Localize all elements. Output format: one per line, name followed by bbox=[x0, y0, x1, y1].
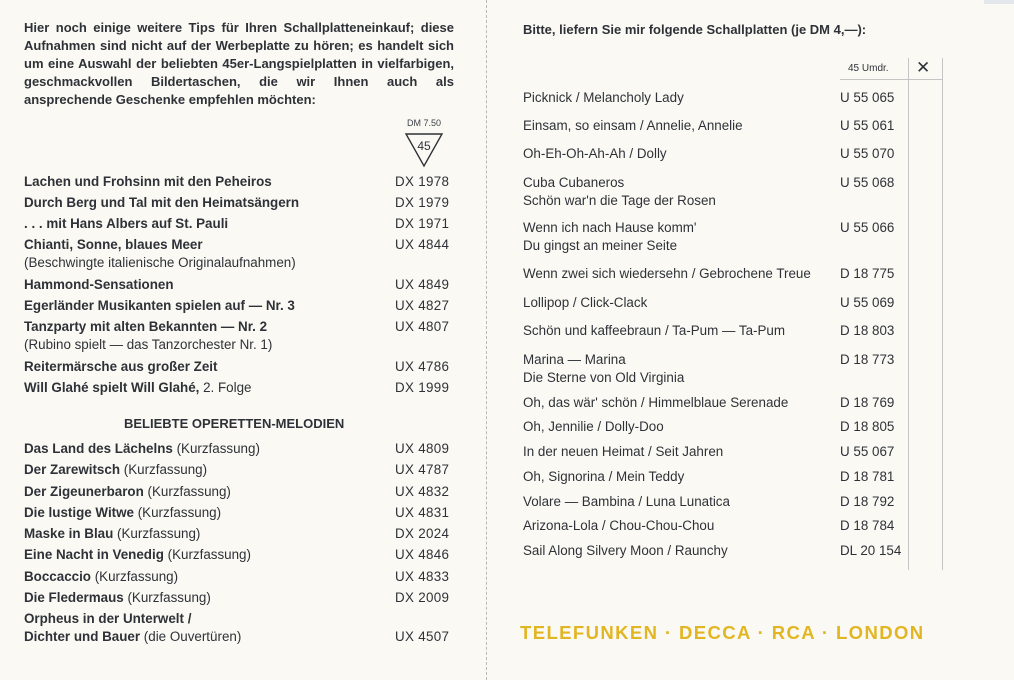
single-subtitle: Die Sterne von Old Virginia bbox=[523, 370, 685, 385]
single-code: D 18 792 bbox=[840, 494, 895, 509]
operetta-title bbox=[24, 611, 191, 626]
operetta-line2-suffix: (die Ouvertüren) bbox=[140, 629, 242, 644]
record-suffix: 2. Folge bbox=[199, 380, 252, 395]
fold-line bbox=[486, 0, 487, 680]
single-title: Lollipop / Click-Clack bbox=[523, 295, 648, 310]
record-title-text: Durch Berg und Tal mit den Heimatsängern bbox=[24, 195, 300, 210]
record-title bbox=[24, 237, 203, 252]
single-title: Oh, Signorina / Mein Teddy bbox=[523, 469, 685, 484]
single-code: D 18 781 bbox=[840, 469, 895, 484]
operetta-title-text: Der Zigeunerbaron bbox=[24, 484, 144, 499]
operetta-suffix: (Kurzfassung) bbox=[143, 484, 231, 499]
record-title bbox=[24, 195, 299, 210]
single-title: Wenn zwei sich wiedersehn / Gebrochene Treue bbox=[523, 266, 811, 281]
single-title: Oh-Eh-Oh-Ah-Ah / Dolly bbox=[523, 146, 667, 161]
order-heading: Bitte, liefern Sie mir folgende Schallplatten (je DM 4,—): bbox=[523, 22, 867, 37]
operetta-title-text: Die Fledermaus bbox=[24, 590, 124, 605]
record-title-text: Hammond-Sensationen bbox=[24, 277, 174, 292]
operetta-code: UX 4507 bbox=[395, 629, 450, 644]
single-subtitle: Du gingst an meiner Seite bbox=[523, 238, 678, 253]
order-grid-line bbox=[840, 79, 942, 80]
single-title: Oh, Jennilie / Dolly-Doo bbox=[523, 419, 664, 434]
record-code: UX 4786 bbox=[395, 359, 450, 374]
operetta-code: DX 2009 bbox=[395, 590, 450, 605]
operetta-title-text: Die lustige Witwe bbox=[24, 505, 134, 520]
record-code: UX 4844 bbox=[395, 237, 450, 252]
column-header-umdr: 45 Umdr. bbox=[848, 63, 889, 74]
operetta-title-text: Der Zarewitsch bbox=[24, 462, 121, 477]
brand-line: TELEFUNKEN · DECCA · RCA · LONDON bbox=[520, 622, 925, 643]
operetta-title-text: Eine Nacht in Venedig bbox=[24, 547, 164, 562]
record-code: UX 4849 bbox=[395, 277, 450, 292]
operetta-line2-title: Dichter und Bauer bbox=[24, 629, 141, 644]
operetta-code: UX 4846 bbox=[395, 547, 450, 562]
operetta-title-text: Orpheus in der Unterwelt / bbox=[24, 611, 192, 626]
record-title bbox=[24, 298, 295, 313]
order-grid-line bbox=[908, 58, 909, 570]
operetta-heading: BELIEBTE OPERETTEN-MELODIEN bbox=[124, 416, 345, 431]
intro-text: Hier noch einige weitere Tips für Ihren Schallplatteneinkauf; diese Aufnahmen sind nicht auf der Werbeplatte zu hören; es handelt sich um eine Auswahl der beliebten 45er-Langspielplatten in vielfarbigen, geschmackvollen Bildertaschen, die wir Ihnen auch als ansprechende Geschenke empfehlen möchten: bbox=[24, 20, 454, 107]
single-title: Schön und kaffeebraun / Ta-Pum — Ta-Pum bbox=[523, 323, 786, 338]
operetta-suffix: (Kurzfassung) bbox=[163, 547, 251, 562]
single-title: Marina — Marina bbox=[523, 352, 626, 367]
operetta-title-text: Boccaccio bbox=[24, 569, 91, 584]
record-title bbox=[24, 277, 174, 292]
operetta-suffix: (Kurzfassung) bbox=[120, 462, 208, 477]
single-title: Oh, das wär' schön / Himmelblaue Serenade bbox=[523, 395, 789, 410]
record-title bbox=[24, 216, 228, 231]
record-title-text: . . . mit Hans Albers auf St. Pauli bbox=[24, 216, 229, 231]
single-title: Einsam, so einsam / Annelie, Annelie bbox=[523, 118, 743, 133]
single-code: D 18 773 bbox=[840, 352, 895, 367]
record-title bbox=[24, 174, 272, 189]
operetta-code: UX 4787 bbox=[395, 462, 450, 477]
single-code: U 55 070 bbox=[840, 146, 895, 161]
operetta-suffix: (Kurzfassung) bbox=[123, 590, 211, 605]
single-code: U 55 066 bbox=[840, 220, 895, 235]
record-title-text: Lachen und Frohsinn mit den Peheiros bbox=[24, 174, 272, 189]
operetta-title bbox=[24, 590, 211, 605]
single-code: D 18 769 bbox=[840, 395, 895, 410]
single-code: U 55 061 bbox=[840, 118, 895, 133]
record-title-text: Chianti, Sonne, blaues Meer bbox=[24, 237, 203, 252]
single-code: DL 20 154 bbox=[840, 543, 902, 558]
operetta-suffix: (Kurzfassung) bbox=[113, 526, 201, 541]
record-title-text: Reitermärsche aus großer Zeit bbox=[24, 359, 218, 374]
single-code: D 18 784 bbox=[840, 518, 895, 533]
45-rpm-badge-icon bbox=[404, 132, 444, 168]
operetta-code: DX 2024 bbox=[395, 526, 450, 541]
operetta-line2 bbox=[24, 629, 241, 644]
record-code: DX 1971 bbox=[395, 216, 450, 231]
operetta-code: UX 4833 bbox=[395, 569, 450, 584]
operetta-title-text: Das Land des Lächelns bbox=[24, 441, 173, 456]
record-code: DX 1978 bbox=[395, 174, 450, 189]
operetta-title bbox=[24, 569, 178, 584]
single-code: U 55 068 bbox=[840, 175, 895, 190]
single-code: U 55 065 bbox=[840, 90, 895, 105]
operetta-title bbox=[24, 526, 200, 541]
record-title bbox=[24, 380, 251, 395]
record-title-text: Egerländer Musikanten spielen auf — Nr. 3 bbox=[24, 298, 295, 313]
badge-text: 45 bbox=[417, 139, 431, 153]
single-title: Arizona-Lola / Chou-Chou-Chou bbox=[523, 518, 715, 533]
single-title: In der neuen Heimat / Seit Jahren bbox=[523, 444, 724, 459]
order-grid-line bbox=[942, 58, 943, 570]
record-note: (Rubino spielt — das Tanzorchester Nr. 1) bbox=[24, 337, 273, 352]
record-title-text: Tanzparty mit alten Bekannten — Nr. 2 bbox=[24, 319, 268, 334]
operetta-title-text: Maske in Blau bbox=[24, 526, 114, 541]
operetta-title bbox=[24, 547, 251, 562]
operetta-title bbox=[24, 484, 231, 499]
price-label: DM 7.50 bbox=[406, 118, 441, 128]
record-code: DX 1999 bbox=[395, 380, 450, 395]
single-title: Volare — Bambina / Luna Lunatica bbox=[523, 494, 730, 509]
operetta-suffix: (Kurzfassung) bbox=[172, 441, 260, 456]
operetta-title bbox=[24, 462, 207, 477]
single-title: Cuba Cubaneros bbox=[523, 175, 625, 190]
single-title: Picknick / Melancholy Lady bbox=[523, 90, 684, 105]
column-header-mark: ✕ bbox=[916, 58, 931, 77]
operetta-code: UX 4832 bbox=[395, 484, 450, 499]
single-title: Sail Along Silvery Moon / Raunchy bbox=[523, 543, 728, 558]
operetta-code: UX 4809 bbox=[395, 441, 450, 456]
single-title: Wenn ich nach Hause komm' bbox=[523, 220, 697, 235]
single-code: D 18 803 bbox=[840, 323, 895, 338]
operetta-code: UX 4831 bbox=[395, 505, 450, 520]
single-code: U 55 067 bbox=[840, 444, 895, 459]
single-code: U 55 069 bbox=[840, 295, 895, 310]
record-note: (Beschwingte italienische Originalaufnahmen) bbox=[24, 255, 296, 270]
operetta-suffix: (Kurzfassung) bbox=[91, 569, 179, 584]
operetta-title bbox=[24, 505, 221, 520]
single-code: D 18 775 bbox=[840, 266, 895, 281]
record-title-text: Will Glahé spielt Will Glahé, bbox=[24, 380, 200, 395]
record-code: UX 4807 bbox=[395, 319, 450, 334]
record-title bbox=[24, 359, 218, 374]
record-code: UX 4827 bbox=[395, 298, 450, 313]
operetta-suffix: (Kurzfassung) bbox=[134, 505, 222, 520]
operetta-title bbox=[24, 441, 260, 456]
page-corner bbox=[984, 0, 1014, 4]
single-subtitle: Schön war'n die Tage der Rosen bbox=[523, 193, 716, 208]
record-code: DX 1979 bbox=[395, 195, 450, 210]
record-title bbox=[24, 319, 267, 334]
single-code: D 18 805 bbox=[840, 419, 895, 434]
